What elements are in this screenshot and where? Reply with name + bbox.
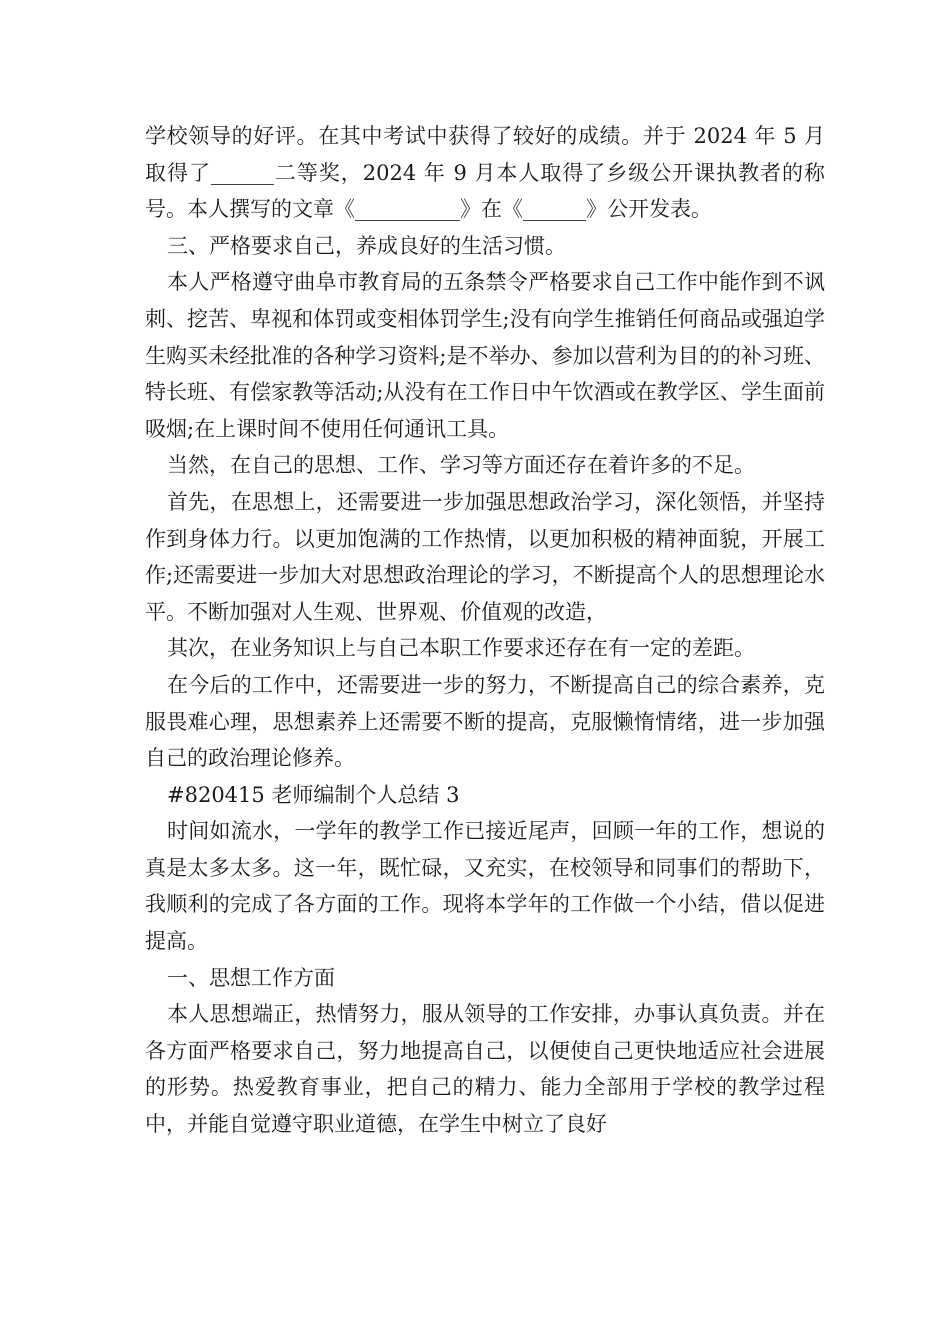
paragraph-second: 其次，在业务知识上与自己本职工作要求还存在有一定的差距。 <box>167 636 755 661</box>
paragraph-1: 学校领导的好评。在其中考试中获得了较好的成绩。并于 2024 年 5 月取得了______二等奖，2024 年 9 月本人取得了乡级公开课执教者的称号。本人撰写的文章《__________》在《______》公开发表。 <box>145 124 825 222</box>
paragraph-thought: 本人思想端正，热情努力，服从领导的工作安排，办事认真负责。并在各方面严格要求自己，努力地提高自己，以便使自己更快地适应社会进展的形势。热爱教育事业，把自己的精力、能力全部用于学校的教学过程中，并能自觉遵守职业道德，在学生中树立了良好 <box>145 1002 825 1137</box>
paragraph-discipline: 本人严格遵守曲阜市教育局的五条禁令严格要求自己工作中能作到不讽刺、挖苦、卑视和体罚或变相体罚学生;没有向学生推销任何商品或强迫学生购买未经批准的各种学习资料;是不举办、参加以营利为目的的补习班、特长班、有偿家教等活动;从没有在工作日中午饮酒或在教学区、学生面前吸烟;在上课时间不使用任何通讯工具。 <box>145 270 825 441</box>
paragraph-shortcomings: 当然，在自己的思想、工作、学习等方面还存在着许多的不足。 <box>167 453 755 478</box>
paragraph-first: 首先，在思想上，还需要进一步加强思想政治学习，深化领悟，并坚持作到身体力行。以更加饱满的工作热情，以更加积极的精神面貌，开展工作;还需要进一步加大对思想政治理论的学习，不断提高个人的思想理论水平。不断加强对人生观、世界观、价值观的改造， <box>145 489 825 624</box>
section-heading-3: 三、严格要求自己，养成良好的生活习惯。 <box>167 233 566 258</box>
summary-title: #820415 老师编制个人总结 3 <box>167 782 460 807</box>
paragraph-future: 在今后的工作中，还需要进一步的努力，不断提高自己的综合素养，克服畏难心理，思想素养上还需要不断的提高，克服懒惰情绪，进一步加强自己的政治理论修养。 <box>145 672 825 771</box>
section-heading-1: 一、思想工作方面 <box>167 965 335 990</box>
paragraph-intro: 时间如流水，一学年的教学工作已接近尾声，回顾一年的工作，想说的真是太多太多。这一年，既忙碌，又充实，在校领导和同事们的帮助下，我顺利的完成了各方面的工作。现将本学年的工作做一个小结，借以促进提高。 <box>145 819 825 954</box>
document-body <box>145 118 825 1143</box>
